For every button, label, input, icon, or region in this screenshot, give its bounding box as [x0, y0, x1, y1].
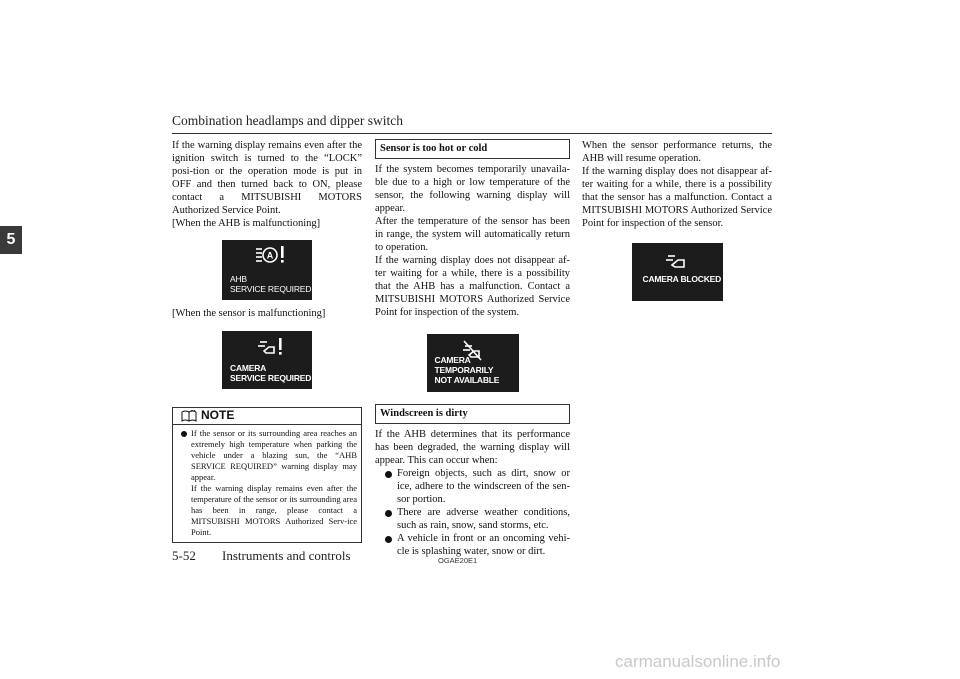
display-line-1: CAMERA BLOCKED — [642, 274, 722, 284]
chapter-tab: 5 — [0, 226, 22, 254]
list-item-text: There are adverse weather conditions, such as rain, snow, sand storms, etc. — [397, 507, 570, 531]
display-ahb-service-required — [222, 240, 312, 300]
note-header — [173, 408, 361, 425]
display-text — [435, 355, 519, 385]
svg-text:A: A — [266, 250, 274, 261]
header-rule — [172, 133, 772, 134]
bullet-list — [375, 467, 570, 558]
display-line-1: CAMERA — [230, 363, 267, 373]
list-item-text: A vehicle in front or an oncoming vehi-cle is splashing water, snow or dirt. — [397, 533, 570, 557]
column-2 — [375, 139, 570, 558]
bullet-icon — [181, 431, 187, 437]
column-3 — [582, 139, 772, 301]
col2-paragraph: If the system becomes temporarily unavaila-ble due to a high or low temperature of the sensor, the following warning display will appear. — [375, 164, 570, 214]
col2-paragraph: If the warning display does not disappear af-ter waiting for a while, there is a possibility that the AHB has a malfunction. Contact a MITSUBISHI MOTORS Authorized Service Point for inspection of the system. — [375, 255, 570, 318]
display-text — [643, 274, 722, 284]
note-box — [172, 407, 362, 543]
bullet-icon — [385, 471, 392, 478]
note-icon — [181, 410, 197, 422]
display-camera-temporarily-unavailable — [427, 334, 519, 392]
list-item — [375, 467, 570, 506]
bullet-icon — [385, 536, 392, 543]
col1-paragraph: If the warning display remains even after the ignition switch is turned to the “LOCK” posi-tion or the operation mode is put in OFF and then turned back to ON, please contact a MITSUBISHI MOTORS Authorized Service Point. — [172, 140, 362, 216]
display-text — [230, 363, 311, 383]
display-line-1: CAMERA TEMPORARILY — [434, 355, 494, 375]
note-paragraph: If the warning display remains even after the temperature of the sensor or its surrounding area has been in range, please contact a MITSUBISHI MOTORS Authorized Serv-ice Point. — [191, 483, 357, 537]
note-item — [173, 428, 361, 538]
display-camera-service-required — [222, 331, 312, 389]
display-line-2: SERVICE REQUIRED — [230, 284, 312, 294]
display-line-2: SERVICE REQUIRED — [230, 373, 312, 383]
section-heading-windscreen: Windscreen is dirty — [375, 404, 570, 424]
label-ahb-malfunction: [When the AHB is malfunctioning] — [172, 218, 321, 229]
display-line-2: NOT AVAILABLE — [434, 375, 500, 385]
list-item — [375, 532, 570, 558]
label-sensor-malfunction: [When the sensor is malfunctioning] — [172, 308, 326, 319]
camera-blocked-icon — [632, 243, 723, 301]
footer-page-number: 5-52 — [172, 548, 196, 563]
note-title: NOTE — [201, 408, 235, 422]
col3-paragraph: If the warning display does not disappear af-ter waiting for a while, there is a possibility that the sensor has a malfunction. Contact a MITSUBISHI MOTORS Authorized Service Point for inspection of the sensor. — [582, 166, 772, 229]
column-1 — [172, 139, 362, 543]
list-item-text: Foreign objects, such as dirt, snow or ice, adhere to the windscreen of the sen-sor portion. — [397, 468, 570, 505]
col2-paragraph: After the temperature of the sensor has been in range, the system will automatically return to operation. — [375, 216, 570, 253]
display-text — [230, 274, 311, 294]
col3-paragraph: When the sensor performance returns, the AHB will resume operation. — [582, 140, 772, 164]
col2-paragraph: If the AHB determines that its performance has been degraded, the warning display will appear. This can occur when: — [375, 429, 570, 466]
bullet-icon — [385, 510, 392, 517]
display-camera-blocked — [632, 243, 723, 301]
note-paragraph: If the sensor or its surrounding area reaches an extremely high temperature when parking the vehicle under a blazing sun, the “AHB SERVICE REQUIRED” warning display may appear. — [191, 428, 357, 482]
display-line-1: AHB — [230, 274, 247, 284]
footer-doc-code: OGAE20E1 — [438, 556, 478, 565]
list-item — [375, 506, 570, 532]
watermark-text: carmanualsonline.info — [615, 652, 781, 671]
section-heading-sensor-temp: Sensor is too hot or cold — [375, 139, 570, 159]
footer-section-title: Instruments and controls — [222, 548, 351, 563]
page-header-title: Combination headlamps and dipper switch — [172, 113, 403, 128]
